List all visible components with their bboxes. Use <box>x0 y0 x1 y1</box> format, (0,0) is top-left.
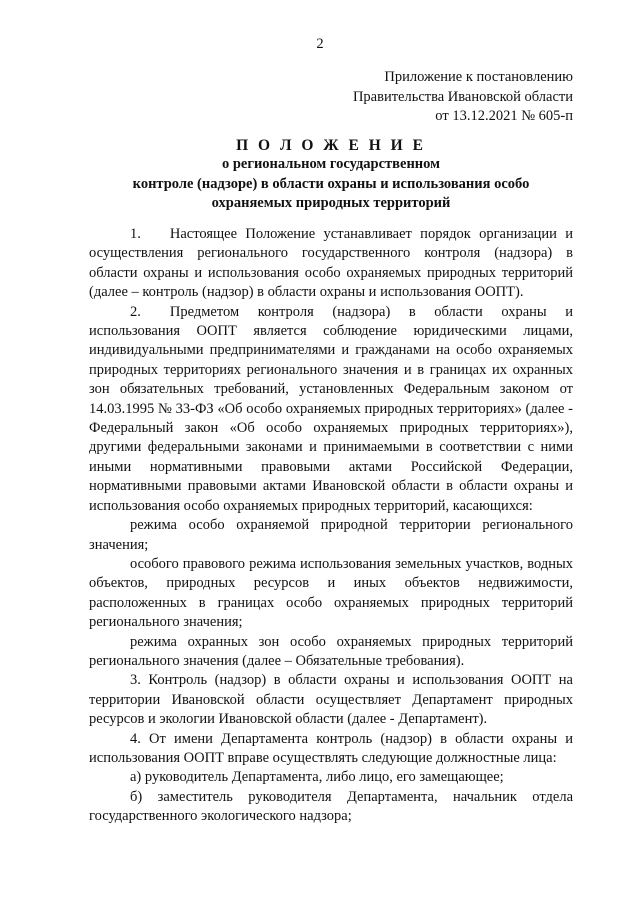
title-line-3: охраняемых природных территорий <box>211 194 451 211</box>
title-line-2: контроле (надзоре) в области охраны и использования особо <box>132 175 530 192</box>
title-line-1: о региональном государственном <box>221 156 441 173</box>
paragraph-1: 1. Настоящее Положение устанавливает порядок организации и осуществления регионального государственного контроля (надзора) в области охраны и использования особо охраняемых природных территорий (далее – контроль (надзор) в области охраны и использования ООПТ). <box>89 226 573 301</box>
appendix-line-1: Приложение к постановлению <box>384 69 573 85</box>
paragraph-4-item-a: а) руководитель Департамента, либо лицо, его замещающее; <box>130 769 504 786</box>
paragraph-3: 3. Контроль (надзор) в области охраны и использования ООПТ на территории Ивановской области осуществляет Департамент природных ресурсов и экологии Ивановской области (далее - Департамент). <box>89 672 573 728</box>
paragraph-2: 2. Предметом контроля (надзора) в области охраны и использования ООПТ является соблюдение юридическими лицами, индивидуальными предпринимателями и гражданами на особо охраняемых природных территориях регионального значения и в границах их охранных зон обязательных требований, установленных Федеральным законом от 14.03.1995 № 33-ФЗ «Об особо охраняемых природных территориях» (далее - Федеральный закон «Об особо охраняемых природных территориях»), другими федеральными законами и принимаемыми в соответствии с ними иными нормативными правовыми актами Российской Федерации, нормативными правовыми актами Ивановской области в области охраны и использования особо охраняемых природных территорий, касающихся: <box>89 303 573 514</box>
appendix-line-3: от 13.12.2021 № 605-п <box>435 108 573 124</box>
paragraph-4: 4. От имени Департамента контроль (надзор) в области охраны и использования ООПТ вправе осуществлять следующие должностные лица: <box>89 730 573 766</box>
appendix-reference <box>353 68 573 127</box>
document-title <box>89 136 573 213</box>
paragraph-2-item-1: режима особо охраняемой природной территории регионального значения; <box>89 517 573 553</box>
page-number: 2 <box>316 36 324 52</box>
paragraph-2-item-3: режима охранных зон особо охраняемых природных территорий регионального значения (далее – Обязательные требования). <box>89 633 573 669</box>
paragraph-4-item-b: б) заместитель руководителя Департамента, начальник отдела государственного экологического надзора; <box>89 788 573 825</box>
document-body <box>89 225 573 827</box>
paragraph-2-item-2: особого правового режима использования земельных участков, водных объектов, природных ресурсов и иных объектов недвижимости, расположенных в границах особо охраняемых природных территорий регионального значения; <box>89 555 573 631</box>
appendix-line-2: Правительства Ивановской области <box>352 88 573 105</box>
title-main: П О Л О Ж Е Н И Е <box>236 137 426 154</box>
